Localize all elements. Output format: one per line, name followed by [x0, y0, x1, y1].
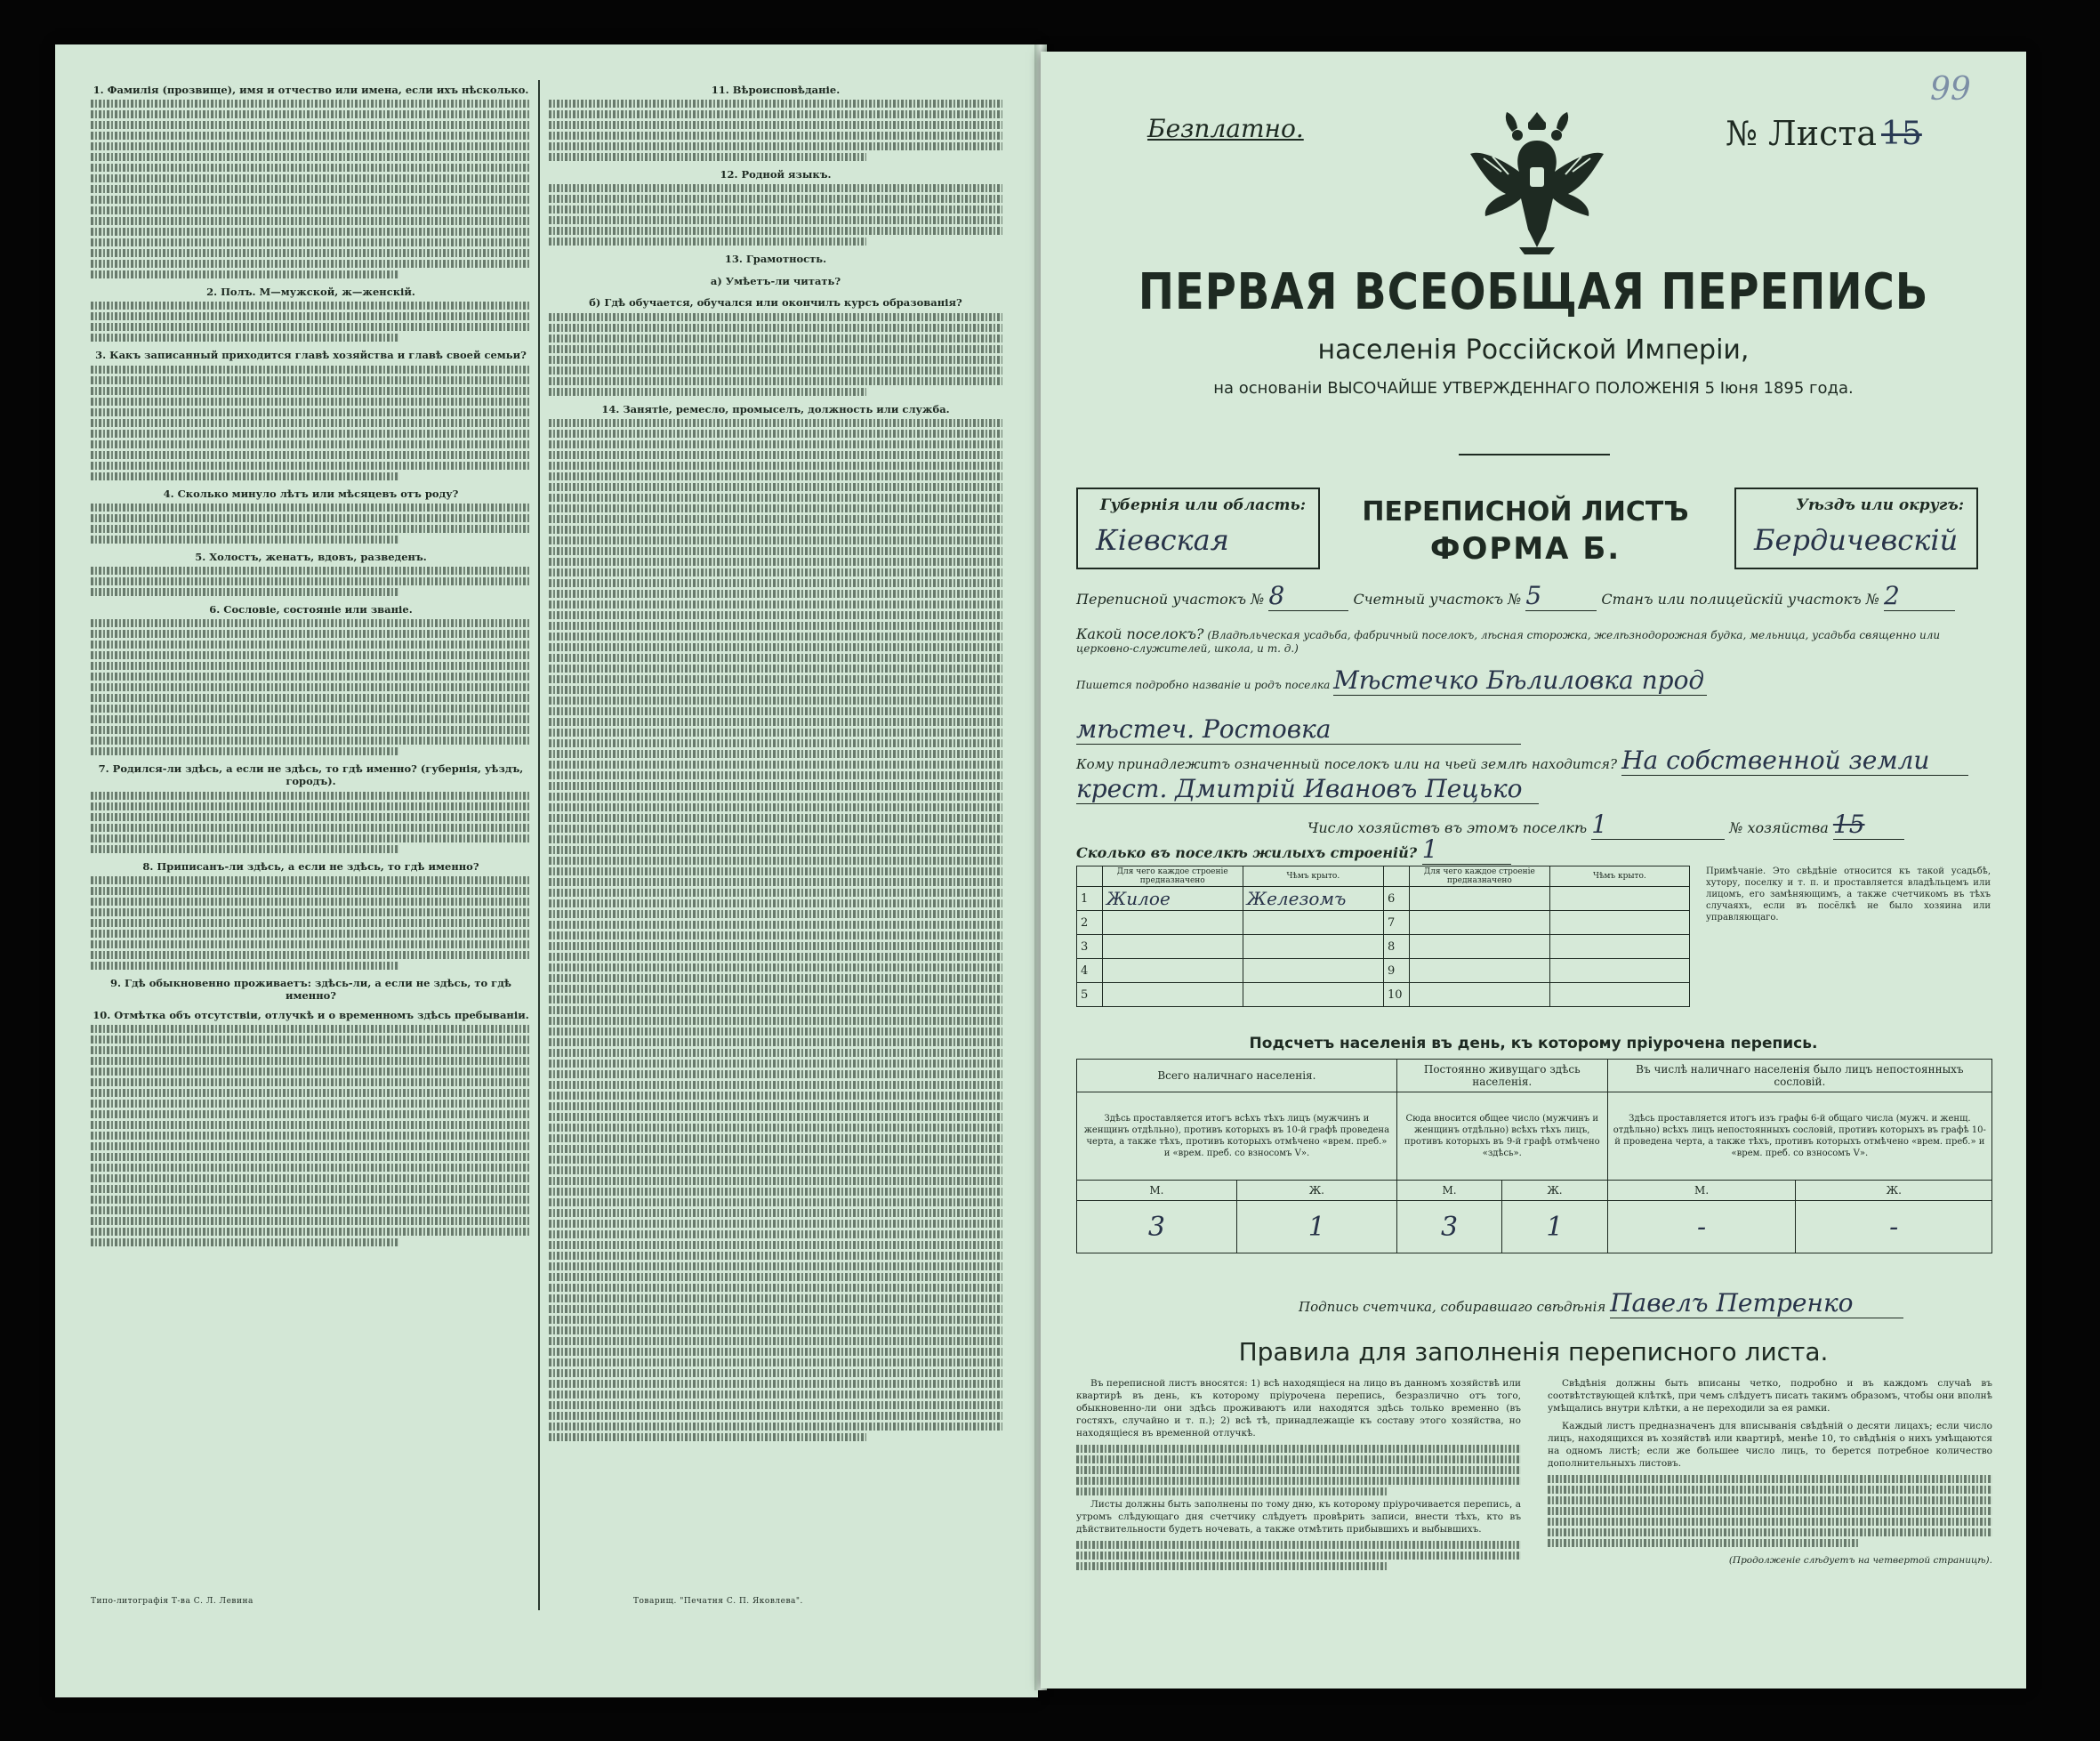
page-number: 99 — [1930, 71, 1971, 108]
census-district-value[interactable]: 8 — [1268, 581, 1348, 611]
building-roof-cell[interactable] — [1243, 959, 1383, 983]
buildings-header-roof: Чѣмъ крыто. — [1549, 866, 1689, 887]
subsection-b: б) Гдѣ обучается, обучался или окончилъ курсъ образованія? — [589, 295, 962, 309]
sheet-type-title: ПЕРЕПИСНОЙ ЛИСТЪ — [1362, 496, 1689, 528]
section-title: 10. Отмѣтка объ отсутствіи, отлучкѣ и о временномъ здѣсь пребываніи. — [93, 1009, 529, 1022]
section-title: 14. Занятіе, ремесло, промыселъ, должность или служба. — [601, 403, 950, 416]
household-no-value[interactable]: 15 — [1833, 810, 1904, 840]
nonpermanent-male-value[interactable]: - — [1607, 1201, 1796, 1253]
owner-value-2[interactable]: крест. Дмитрій Ивановъ Пецько — [1076, 774, 1539, 804]
row-number: 2 — [1077, 911, 1103, 935]
settlement-label: Какой поселокъ? — [1076, 625, 1204, 642]
left-page-instructions — [55, 44, 1038, 1697]
male-label: М. — [1396, 1181, 1501, 1201]
form-subtitle: населенія Россійской Имперіи, — [1317, 334, 1750, 366]
count-header-nonpermanent: Въ числѣ наличнаго населенія было лицъ непостоянныхъ сословій. — [1607, 1060, 1991, 1092]
rules-column-right — [1548, 1377, 1992, 1567]
gubernia-value: Кіевская — [1096, 523, 1229, 557]
rules-paragraph: Въ переписной листъ вносятся: 1) всѣ находящіеся на лицо въ данномъ хозяйствѣ или квартирѣ въ день, къ которому пріурочена перепись, безразлично отъ того, обыкновенно-ли они здѣсь проживаютъ или находятся здѣсь только временно (въ гостяхъ, случайно и т. п.); 2) всѣ тѣ, принадлежащіе къ составу этого хозяйства, но находящіеся въ временной отлучкѣ. — [1076, 1378, 1521, 1439]
row-number: 9 — [1384, 959, 1410, 983]
dwellings-line — [1076, 834, 1511, 865]
printer-imprint-left: Типо-литографія Т-ва С. Л. Левина — [91, 1597, 253, 1606]
table-row — [1077, 935, 1690, 959]
settlement-value-1[interactable]: Мѣстечко Бѣлиловка прод — [1333, 665, 1707, 696]
row-number: 4 — [1077, 959, 1103, 983]
uezd-label: Уѣздъ или округъ: — [1796, 496, 1964, 514]
building-roof-cell[interactable] — [1243, 935, 1383, 959]
present-male-value[interactable]: 3 — [1077, 1201, 1237, 1253]
dwellings-value[interactable]: 1 — [1422, 834, 1511, 865]
section-title: 1. Фамилія (прозвище), имя и отчество или имена, если ихъ нѣсколько. — [93, 84, 529, 96]
rules-paragraph: Листы должны быть заполнены по тому дню, къ которому пріурочивается перепись, а утромъ слѣдующаго дня счетчику слѣдуетъ провѣрить записи, внести тѣхъ, кто въ дѣйствительности будетъ ночевать, а также отмѣтить прибывшихъ и выбывшихъ. — [1076, 1499, 1521, 1535]
building-use-cell[interactable]: Жилое — [1102, 887, 1243, 911]
row-number: 5 — [1077, 983, 1103, 1007]
population-count-title: Подсчетъ населенія въ день, къ которому пріурочена перепись. — [1249, 1035, 1818, 1052]
building-roof-cell[interactable] — [1549, 887, 1689, 911]
rules-paragraph: Свѣдѣнія должны быть вписаны четко, подробно и въ каждомъ случаѣ въ соотвѣтствующей клѣткѣ, при чемъ слѣдуетъ писать такимъ образомъ, чтобы они вполнѣ умѣщались внутри клѣтки, а не переходили за ея рамки. — [1548, 1378, 1992, 1414]
building-use-cell[interactable] — [1409, 959, 1549, 983]
buildings-header-use: Для чего каждое строеніе предназначено — [1102, 866, 1243, 887]
buildings-header-use: Для чего каждое строеніе предназначено — [1409, 866, 1549, 887]
divider — [1459, 454, 1610, 455]
section-title: 11. Вѣроисповѣданіе. — [711, 84, 841, 96]
households-label: Число хозяйствъ въ этомъ поселкѣ — [1307, 819, 1588, 836]
row-number: 1 — [1077, 887, 1103, 911]
count-header-permanent: Постоянно живущаго здѣсь населенія. — [1396, 1060, 1607, 1092]
section-title: 3. Какъ записанный приходится главѣ хозяйства и главѣ своей семьи? — [95, 349, 527, 362]
households-value[interactable]: 1 — [1591, 810, 1725, 840]
census-district-label: Переписной участокъ № — [1076, 591, 1265, 608]
settlement-line — [1076, 625, 1992, 655]
stan-value[interactable]: 2 — [1884, 581, 1955, 611]
buildings-header-roof: Чѣмъ крыто. — [1243, 866, 1383, 887]
building-use-cell[interactable] — [1102, 983, 1243, 1007]
signature-line — [1299, 1288, 1903, 1318]
female-label: Ж. — [1796, 1181, 1992, 1201]
building-use-cell[interactable] — [1102, 911, 1243, 935]
count-desc-permanent: Сюда вносится общее число (мужчинъ и женщинъ отдѣльно) всѣхъ тѣхъ лицъ, противъ которыхъ въ 9-й графѣ отмѣчено «здѣсь». — [1396, 1092, 1607, 1181]
districts-line — [1076, 581, 1955, 611]
instructions-column-1 — [91, 77, 531, 1589]
population-count-table — [1076, 1059, 1992, 1253]
rules-title: Правила для заполненія переписного листа. — [1238, 1337, 1829, 1366]
owner-line — [1076, 746, 1968, 776]
uezd-value: Бердичевскій — [1754, 523, 1959, 557]
instructions-column-2 — [549, 77, 1002, 1607]
uezd-field[interactable] — [1734, 488, 1978, 569]
table-row — [1077, 887, 1690, 911]
nonpermanent-female-value[interactable]: - — [1796, 1201, 1992, 1253]
decree-line: на основаніи ВЫСОЧАЙШЕ УТВЕРЖДЕННАГО ПОЛОЖЕНІЯ 5 Іюня 1895 года. — [1213, 379, 1854, 398]
count-desc-nonpermanent: Здѣсь проставляется итогъ изъ графы 6-й общаго числа (мужч. и женщ. отдѣльно) всѣхъ лицъ непостоянныхъ сословій, противъ которыхъ въ графѣ 10-й проведена черта, а также тѣхъ, противъ которыхъ отмѣчено «врем. преб.» и «врем. преб. со взносомъ V». — [1607, 1092, 1991, 1181]
building-use-cell[interactable] — [1102, 959, 1243, 983]
table-row — [1077, 959, 1690, 983]
table-row — [1077, 911, 1690, 935]
section-title: 7. Родился-ли здѣсь, а если не здѣсь, то гдѣ именно? (губернія, уѣздъ, городъ). — [98, 762, 524, 788]
sheet-type — [1325, 488, 1726, 567]
settlement-name-label: Пишется подробно названіе и родъ поселка — [1076, 679, 1331, 691]
printer-imprint-right: Товарищ. "Печатня С. П. Яковлева". — [633, 1597, 803, 1606]
right-page-census-form — [1041, 52, 2026, 1689]
present-female-value[interactable]: 1 — [1236, 1201, 1396, 1253]
section-title: 13. Грамотность. — [724, 253, 827, 266]
free-label: Безплатно. — [1147, 114, 1304, 143]
gubernia-field[interactable] — [1076, 488, 1320, 569]
household-no-label: № хозяйства — [1729, 819, 1829, 836]
building-use-cell[interactable] — [1409, 887, 1549, 911]
subsection-a: а) Умѣетъ-ли читать? — [710, 274, 841, 287]
rules-paragraph: Каждый листъ предназначенъ для вписыванія свѣдѣній о десяти лицахъ; если число лицъ, находящихся въ хозяйствѣ или квартирѣ, менѣе 10, то свѣдѣнія о нихъ умѣщаются на одномъ листѣ; если же большее число лицъ, то берется потребное количество дополнительныхъ листовъ. — [1548, 1421, 1992, 1469]
building-use-cell[interactable] — [1409, 983, 1549, 1007]
section-title: 12. Родной языкъ. — [720, 168, 832, 181]
dwellings-label: Сколько въ поселкѣ жилыхъ строеній? — [1076, 844, 1418, 861]
row-number: 3 — [1077, 935, 1103, 959]
stan-label: Станъ или полицейскій участокъ № — [1601, 591, 1879, 608]
counting-district-value[interactable]: 5 — [1525, 581, 1597, 611]
row-number: 8 — [1384, 935, 1410, 959]
rules-column-left — [1076, 1377, 1521, 1573]
form-title: ПЕРВАЯ ВСЕОБЩАЯ ПЕРЕПИСЬ — [1138, 263, 1929, 321]
female-label: Ж. — [1502, 1181, 1607, 1201]
owner-line-2 — [1076, 774, 1539, 804]
settlement-hint: (Владѣльческая усадьба, фабричный поселокъ, лѣсная сторожка, желѣзнодорожная будка, мельница, усадьба священно или церковно-служителей, школа, и т. д.) — [1076, 629, 1941, 655]
sheet-number-label: № Листа — [1726, 114, 1878, 153]
signature-label: Подпись счетчика, собиравшаго свѣдѣнія — [1299, 1299, 1606, 1315]
row-number: 6 — [1384, 887, 1410, 911]
building-roof-cell[interactable] — [1243, 983, 1383, 1007]
row-number: 7 — [1384, 911, 1410, 935]
gubernia-label: Губернія или область: — [1099, 496, 1306, 514]
continued-note: (Продолженіе слѣдуетъ на четвертой страницѣ). — [1728, 1555, 1992, 1566]
buildings-table — [1076, 866, 1690, 1007]
building-roof-cell[interactable] — [1243, 911, 1383, 935]
permanent-male-value[interactable]: 3 — [1396, 1201, 1501, 1253]
section-title: 8. Приписанъ-ли здѣсь, а если не здѣсь, то гдѣ именно? — [142, 859, 479, 873]
signature-value[interactable]: Павелъ Петренко — [1610, 1288, 1903, 1318]
building-roof-cell[interactable] — [1549, 935, 1689, 959]
section-title: 9. Гдѣ обыкновенно проживаетъ: здѣсь-ли, а если не здѣсь, то гдѣ именно? — [110, 976, 511, 1003]
column-divider — [538, 80, 540, 1610]
table-row — [1077, 983, 1690, 1007]
row-number: 10 — [1384, 983, 1410, 1007]
male-label: М. — [1607, 1181, 1796, 1201]
building-use-cell[interactable] — [1409, 911, 1549, 935]
male-label: М. — [1077, 1181, 1237, 1201]
owner-value-1[interactable]: На собственной земли — [1621, 746, 1968, 776]
building-use-cell[interactable] — [1102, 935, 1243, 959]
settlement-value-2[interactable]: мѣстеч. Ростовка — [1076, 714, 1521, 745]
building-use-cell[interactable] — [1409, 935, 1549, 959]
sheet-number-value: 15 — [1881, 116, 1922, 152]
count-header-present: Всего наличнаго населенія. — [1077, 1060, 1397, 1092]
section-title: 5. Холостъ, женатъ, вдовъ, разведенъ. — [195, 550, 427, 563]
section-title: 2. Полъ. М—мужской, ж—женскій. — [206, 286, 415, 299]
building-roof-cell[interactable]: Железомъ — [1243, 887, 1383, 911]
permanent-female-value[interactable]: 1 — [1502, 1201, 1607, 1253]
section-title: 4. Сколько минуло лѣтъ или мѣсяцевъ отъ роду? — [163, 487, 459, 500]
building-roof-cell[interactable] — [1549, 911, 1689, 935]
imperial-eagle-icon — [1466, 105, 1608, 261]
section-title: 6. Сословіе, состояніе или званіе. — [209, 603, 413, 617]
building-roof-cell[interactable] — [1549, 959, 1689, 983]
count-desc-present: Здѣсь проставляется итогъ всѣхъ тѣхъ лицъ (мужчинъ и женщинъ отдѣльно), противъ которыхъ въ 10-й графѣ проведена черта, а также тѣхъ, противъ которыхъ отмѣчено «врем. преб.» и «врем. преб. со взносомъ V». — [1077, 1092, 1397, 1181]
sheet-form-label: ФОРМА Б. — [1429, 531, 1621, 567]
counting-district-label: Счетный участокъ № — [1353, 591, 1522, 608]
building-roof-cell[interactable] — [1549, 983, 1689, 1007]
settlement-name-line-2 — [1076, 714, 1521, 745]
note-text: Примѣчаніе. Это свѣдѣніе относится къ такой усадьбѣ, хутору, поселку и т. п. и проставляется владѣльцемъ или лицомъ, его замѣняющимъ, а также счетчикомъ въ тѣхъ случаяхъ, если въ посёлкѣ не было хозяина или управляющаго. — [1706, 866, 1991, 923]
settlement-name-line — [1076, 665, 1707, 696]
owner-label: Кому принадлежитъ означенный поселокъ или на чьей землѣ находится? — [1076, 756, 1618, 772]
female-label: Ж. — [1236, 1181, 1396, 1201]
